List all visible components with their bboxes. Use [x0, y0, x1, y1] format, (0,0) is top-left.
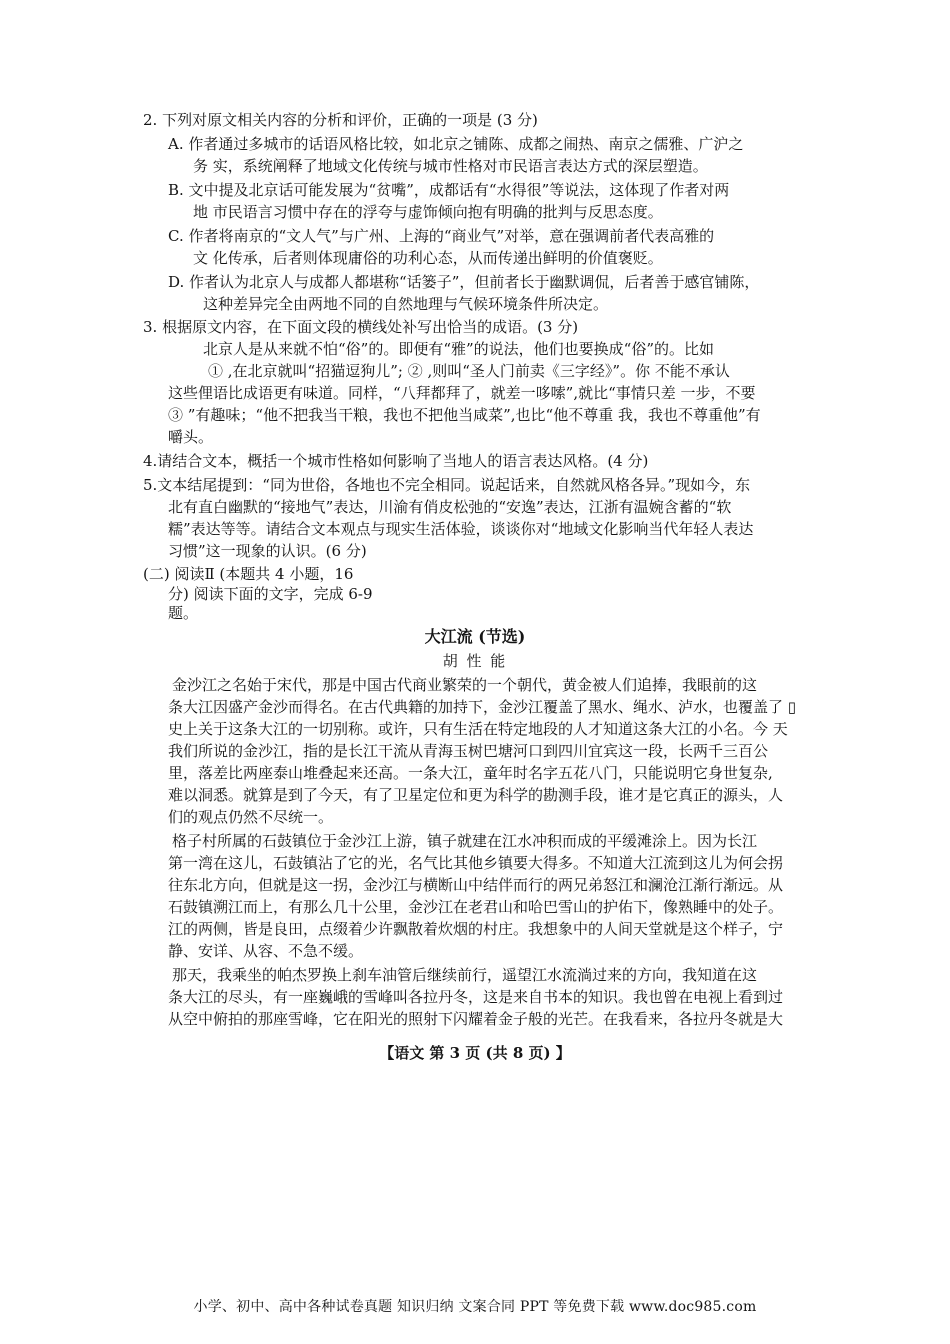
question-2-stem: 2. 下列对原文相关内容的分析和评价，正确的一项是 (3 分): [143, 111, 538, 129]
question-3-stem: 3. 根据原文内容，在下面文段的横线处补写出恰当的成语。(3 分): [143, 318, 579, 336]
page-footer: 【语文 第 3 页 (共 8 页) 】: [379, 1044, 571, 1062]
question-3-passage-line-2: ① ,在北京就叫“招猫逗狗儿”; ② ,则叫“圣人门前卖《三字经》”。你 不能不承认: [208, 362, 730, 380]
question-2-option-d-line-1: D. 作者认为北京人与成都人都堪称“话篓子”，但前者长于幽默调侃，后者善于感官铺陈，: [168, 273, 760, 291]
article-paragraph-3-line-3: 从空中俯拍的那座雪峰，它在阳光的照射下闪耀着金子般的光芒。在我看来，各拉丹冬就是大: [168, 1010, 784, 1028]
article-paragraph-3-line-2: 条大江的尽头，有一座巍峨的雪峰叫各拉丹冬，这是来自书本的知识。我也曾在电视上看到过: [168, 988, 784, 1006]
question-5-line-2: 北有直白幽默的“接地气”表达，川渝有俏皮松弛的“安逸”表达，江浙有温婉含蓄的“软: [168, 498, 732, 516]
article-author: 胡 性 能: [442, 652, 508, 670]
section-header-line-1: (二) 阅读Ⅱ (本题共 4 小题，16: [143, 565, 354, 583]
section-header-line-3: 题。: [168, 604, 199, 622]
question-2-option-a-line-2: 务 实，系统阐释了地域文化传统与城市性格对市民语言表达方式的深层塑造。: [193, 157, 708, 175]
article-paragraph-2-line-5: 江的两侧，皆是良田，点缀着少许飘散着炊烟的村庄。我想象中的人间天堂就是这个样子，宁: [168, 920, 784, 938]
article-paragraph-2-line-2: 第一湾在这儿，石鼓镇沾了它的光，名气比其他乡镇要大得多。不知道大江流到这儿为何会拐: [168, 854, 784, 872]
question-3-passage-line-5: 嚼头。: [168, 428, 214, 446]
article-paragraph-2-line-4: 石鼓镇溯江而上，有那么几十公里，金沙江在老君山和哈巴雪山的护佑下，像熟睡中的处子。: [168, 898, 784, 916]
question-2-option-d-line-2: 这种差异完全由两地不同的自然地理与气候环境条件所决定。: [203, 295, 609, 313]
article-paragraph-1-line-7: 们的观点仍然不尽统一。: [168, 808, 334, 826]
article-paragraph-2-line-1: 格子村所属的石鼓镇位于金沙江上游，镇子就建在江水冲积而成的平缓滩涂上。因为长江: [172, 832, 758, 850]
article-paragraph-1-line-3: 史上关于这条大江的一切别称。或许，只有生活在特定地段的人才知道这条大江的小名。今 天: [168, 720, 788, 738]
section-header-line-2: 分) 阅读下面的文字，完成 6-9: [168, 585, 373, 603]
question-4-stem: 4.请结合文本，概括一个城市性格如何影响了当地人的语言表达风格。(4 分): [143, 452, 649, 470]
bottom-banner: 小学、初中、高中各种试卷真题 知识归纳 文案合同 PPT 等免费下载 www.doc985.com: [193, 1299, 757, 1315]
article-paragraph-1-line-4: 我们所说的金沙江，指的是长江干流从青海玉树巴塘河口到四川宜宾这一段，长两千三百公: [168, 742, 769, 760]
question-5-line-1: 5.文本结尾提到：“同为世俗，各地也不完全相同。说起话来，自然就风格各异。”现如今，东: [143, 476, 751, 494]
article-paragraph-2-line-3: 往东北方向，但就是这一拐，金沙江与横断山中结伴而行的两兄弟怒江和澜沧江渐行渐远。从: [168, 876, 784, 894]
article-paragraph-1-line-6: 难以洞悉。就算是到了今天，有了卫星定位和更为科学的勘测手段，谁才是它真正的源头，人: [168, 786, 784, 804]
question-5-line-4: 习惯”这一现象的认识。(6 分): [168, 542, 367, 560]
article-paragraph-3-line-1: 那天，我乘坐的帕杰罗换上刹车油管后继续前行，遥望江水流淌过来的方向，我知道在这: [172, 966, 758, 984]
article-title: 大江流 (节选): [424, 627, 526, 646]
question-2-option-b-line-1: B. 文中提及北京话可能发展为“贫嘴”，成都话有“水得很”等说法，这体现了作者对两: [168, 181, 730, 199]
question-2-option-a-line-1: A. 作者通过多城市的话语风格比较，如北京之铺陈、成都之闹热、南京之儒雅、广沪之: [168, 135, 744, 153]
question-2-option-c-line-1: C. 作者将南京的“文人气”与广州、上海的“商业气”对举，意在强调前者代表高雅的: [168, 227, 715, 245]
article-paragraph-1-line-2: 条大江因盛产金沙而得名。在古代典籍的加持下，金沙江覆盖了黑水、绳水、泸水，也覆盖了 ▯: [168, 698, 797, 716]
question-3-passage-line-3: 这些俚语比成语更有味道。同样，“八拜都拜了，就差一哆嗦”,就比“事情只差 一步，不要: [168, 384, 756, 402]
question-3-passage-line-1: 北京人是从来就不怕“俗”的。即便有“雅”的说法，他们也要换成“俗”的。比如: [203, 340, 715, 358]
question-2-option-b-line-2: 地 市民语言习惯中存在的浮夸与虚饰倾向抱有明确的批判与反思态度。: [193, 203, 663, 221]
question-2-option-c-line-2: 文 化传承，后者则体现庸俗的功利心态，从而传递出鲜明的价值褒贬。: [193, 249, 663, 267]
question-5-line-3: 糯”表达等等。请结合文本观点与现实生活体验，谈谈你对“地域文化影响当代年轻人表达: [168, 520, 754, 538]
question-3-passage-line-4: ③ ”有趣味；“他不把我当干粮，我也不把他当咸菜”,也比“他不尊重 我，我也不尊重他”有: [168, 406, 761, 424]
article-paragraph-2-line-6: 静、安详、从容、不急不缓。: [168, 942, 364, 960]
article-paragraph-1-line-5: 里，落差比两座泰山堆叠起来还高。一条大江，童年时名字五花八门，只能说明它身世复杂,: [168, 764, 773, 782]
article-paragraph-1-line-1: 金沙江之名始于宋代，那是中国古代商业繁荣的一个朝代，黄金被人们追捧，我眼前的这: [172, 676, 758, 694]
